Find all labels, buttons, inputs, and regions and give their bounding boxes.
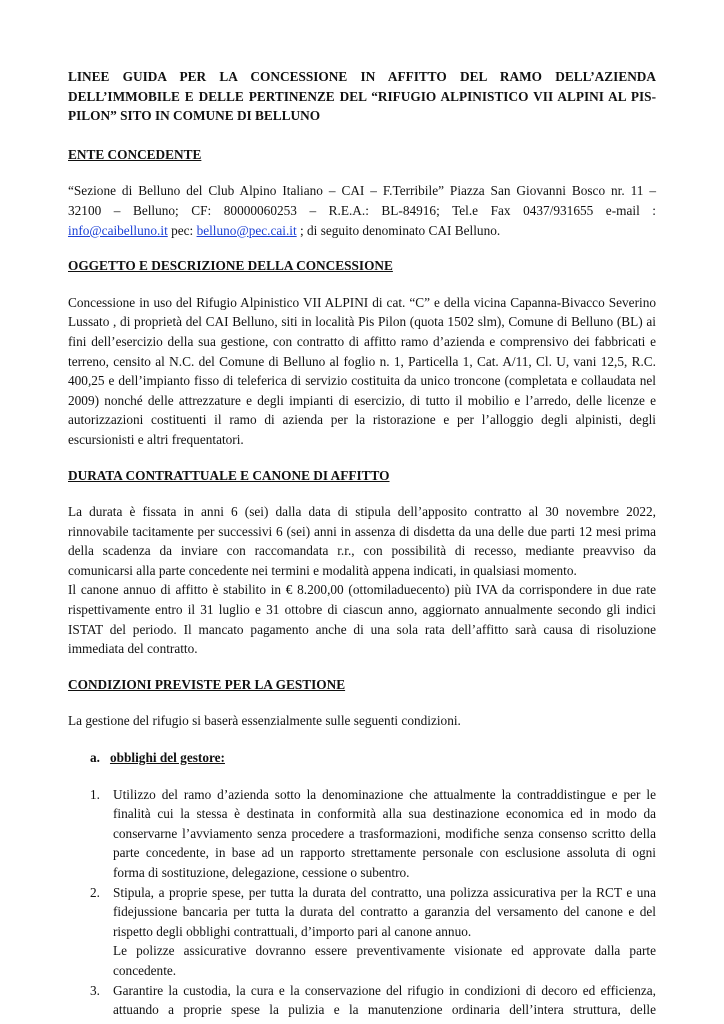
section-a-heading	[90, 748, 656, 768]
heading-condizioni: CONDIZIONI PREVISTE PER LA GESTIONE	[68, 676, 346, 692]
title-line-1: LINEE GUIDA PER LA CONCESSIONE IN AFFITTO DEL RAMO DELL’AZIENDA	[68, 69, 656, 84]
heading-durata: DURATA CONTRATTUALE E CANONE DI AFFITTO	[68, 467, 390, 483]
heading-oggetto: OGGETTO E DESCRIZIONE DELLA CONCESSIONE	[68, 258, 393, 274]
list-item-line: Stipula, a proprie spese, per tutta la durata del contratto, una polizza assicurativa per la RCT e una	[113, 884, 656, 900]
list-item-line: concedente.	[113, 962, 177, 978]
oggetto-line: autorizzazioni costituenti il ramo di azienda per la ristorazione e per l’alloggio degli alpinisti, degli	[68, 412, 656, 428]
condizioni-intro: La gestione del rifugio si baserà essenzialmente sulle seguenti condizioni.	[68, 713, 461, 729]
ente-line-3	[68, 221, 656, 241]
document-title	[68, 67, 656, 126]
ente-line-3-tail: ; di seguito denominato CAI Belluno.	[296, 222, 501, 238]
title-line-3: PILON” SITO IN COMUNE DI BELLUNO	[68, 108, 321, 124]
oggetto-paragraph	[68, 293, 656, 450]
durata-line: rinnovabile tacitamente per successivi 6 (sei) anni in assenza di disdetta da una delle due parti 12 mesi prima	[68, 523, 656, 539]
list-item-line: Utilizzo del ramo d’azienda sotto la denominazione che attualmente la contraddistingue e per le	[113, 786, 656, 802]
email-link[interactable]: info@caibelluno.it	[68, 222, 168, 238]
section-a-title: obblighi del gestore:	[109, 750, 225, 766]
list-item-number: 1.	[90, 786, 100, 802]
list-item-line: fidejussione bancaria per tutta la durata del contratto a garanzia del versamento del canone e del	[113, 904, 656, 920]
list-item-line: attuando a proprie spese la pulizia e la manutenzione ordinaria dell’intera struttura, delle	[113, 1002, 656, 1018]
list-item-line: rispetto degli obblighi contrattuali, d’importo pari al canone annuo.	[113, 923, 472, 939]
ente-line-1: “Sezione di Belluno del Club Alpino Italiano – CAI – F.Terribile” Piazza San Giovanni Bosco nr. 11 –	[68, 183, 656, 199]
durata-line: rispettivamente entro il 31 luglio e 31 ottobre di ciascun anno, aggiornato annualmente secondo gli indici	[68, 602, 656, 618]
ente-paragraph	[68, 181, 656, 240]
list-item-line: parte concedente, in base ad un rapporto strettamente personale con esclusione assoluta di ogni	[113, 845, 656, 861]
durata-line: comunicarsi alla parte concedente nei termini e modalità appena indicati, in qualsiasi momento.	[68, 562, 577, 578]
oggetto-line: fini dell’esercizio della sua gestione, con contratto di affitto ramo d’azienda e comprensivo dei fabbricati e	[68, 333, 656, 349]
list-item	[68, 785, 656, 883]
durata-line: La durata è fissata in anni 6 (sei) dalla data di stipula dell’apposito contratto al 30 novembre 2022,	[68, 504, 656, 520]
list-item-number: 3.	[90, 982, 100, 998]
oggetto-line: 2009) nonché delle attrezzature e degli impianti di esercizio, di tutto il mobilio e l’arredo, delle licenze e	[68, 392, 656, 408]
durata-line: della scadenza da inviare con raccomandata r.r., con possibilità di recesso, mediante preavviso da	[68, 543, 656, 559]
durata-paragraph	[68, 502, 656, 659]
heading-ente-concedente: ENTE CONCEDENTE	[68, 146, 202, 162]
obligations-list	[68, 785, 656, 1020]
oggetto-line: escursionisti e altri frequentatori.	[68, 431, 244, 447]
oggetto-line: terreno, censito al N.C. del Comune di Belluno al foglio n. 1, Particella 1, Cat. A/11, Cl. U, vani 12,5, R.C.	[68, 353, 656, 369]
list-item-line: forma di sostituzione, delegazione, cessione o subentro.	[113, 865, 410, 880]
durata-line: ISTAT del periodo. Il mancato pagamento anche di una sola rata dell’affitto sarà causa di risoluzione	[68, 621, 656, 637]
ente-line-2: 32100 – Belluno; CF: 80000060253 – R.E.A.: BL-84916; Tel.e Fax 0437/931655 e-mail :	[68, 202, 656, 218]
pec-link[interactable]: belluno@pec.cai.it	[196, 222, 297, 238]
document-body	[68, 67, 656, 1020]
pec-label: pec:	[167, 222, 197, 238]
durata-line: immediata del contratto.	[68, 641, 198, 657]
durata-line: Il canone annuo di affitto è stabilito in € 8.200,00 (ottomiladuecento) più IVA da corrispondere in due rate	[68, 582, 656, 598]
title-line-2: DELL’IMMOBILE E DELLE PERTINENZE DEL “RIFUGIO ALPINISTICO VII ALPINI AL PIS-	[68, 88, 656, 104]
list-item	[68, 883, 656, 981]
list-item-number: 2.	[90, 884, 100, 900]
section-a-letter: a.	[90, 750, 100, 766]
oggetto-line: 400,25 e dell’impianto fisso di teleferica di servizio costituita da unico troncone (completata e collaudata nel	[68, 373, 656, 389]
oggetto-line: Lussato , di proprietà del CAI Belluno, siti in località Pis Pilon (quota 1502 slm), Comune di Belluno (BL) ai	[68, 314, 656, 330]
list-item-line: Le polizze assicurative dovranno essere preventivamente visionate ed approvate dalla parte	[113, 943, 656, 959]
oggetto-line: Concessione in uso del Rifugio Alpinistico VII ALPINI di cat. “C” e della vicina Capanna-Bivacco Severino	[68, 294, 656, 310]
list-item	[68, 981, 656, 1020]
list-item-line: finalità cui la stessa è destinata in conformità alla sua destinazione economica ed in modo da	[113, 806, 656, 822]
list-item-line: conservarne l’avviamento senza procedere a trasformazioni, modifiche senza consenso scritto della	[113, 825, 656, 841]
list-item-line: Garantire la custodia, la cura e la conservazione del rifugio in condizioni di decoro ed efficienza,	[113, 982, 656, 998]
